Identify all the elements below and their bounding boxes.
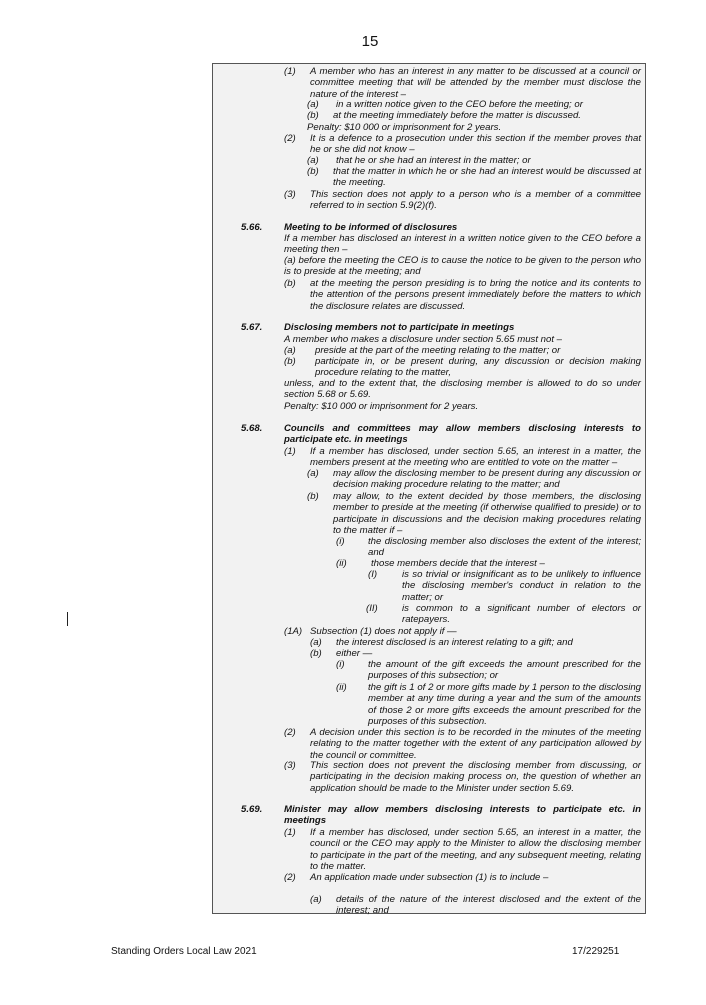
section-number: 5.67. — [241, 322, 263, 333]
item-number: (ii) — [336, 558, 347, 569]
item-number: (2) — [284, 727, 296, 738]
footer-title: Standing Orders Local Law 2021 — [111, 946, 257, 957]
item-number: (1A) — [284, 626, 303, 637]
item-number: (II) — [366, 603, 378, 614]
penalty-text: Penalty: $10 000 or imprisonment for 2 years. — [284, 401, 479, 412]
item-number: (1) — [284, 66, 296, 77]
section-number: 5.66. — [241, 222, 263, 233]
clause-text: preside at the part of the meeting relating to the matter; or — [315, 345, 561, 356]
clause-text: If a member has disclosed, under section 5.65, an interest in a matter, the council or the CEO may apply to the Minister to allow the disclosing member to participate in the part of the meeting, and any subsequent meeting, relating to the matter. — [310, 827, 641, 872]
item-number: (i) — [336, 536, 345, 547]
item-number: (2) — [284, 133, 296, 144]
text-cursor-mark — [67, 612, 68, 626]
clause-text: It is a defence to a prosecution under this section if the member proves that he or she did not know – — [310, 133, 641, 156]
item-number: (2) — [284, 872, 296, 883]
footer-reference: 17/229251 — [572, 946, 620, 957]
item-number: (a) — [284, 345, 296, 356]
item-number: (3) — [284, 189, 296, 200]
clause-text: the gift is 1 of 2 or more gifts made by 1 person to the disclosing member at any time during a year and the sum of the amounts of those 2 or more gifts exceeds the amount prescribed for the purposes of this subsection. — [368, 682, 641, 727]
clause-text: This section does not apply to a person who is a member of a committee referred to in section 5.9(2)(f). — [310, 189, 641, 212]
penalty-text: Penalty: $10 000 or imprisonment for 2 years. — [307, 122, 502, 133]
clause-text: (a) before the meeting the CEO is to cause the notice to be given to the person who is to preside at the meeting; and — [284, 255, 641, 278]
item-number: (a) — [307, 99, 319, 110]
clause-text: in a written notice given to the CEO before the meeting; or — [336, 99, 583, 110]
clause-text: An application made under subsection (1) is to include – — [310, 872, 549, 883]
clause-text: Subsection (1) does not apply if — — [310, 626, 457, 637]
clause-text: is so trivial or insignificant as to be unlikely to influence the disclosing member's conduct in relation to the matter; or — [402, 569, 641, 603]
item-number: (a) — [310, 894, 322, 905]
clause-text: may allow the disclosing member to be present during any discussion or decision making procedure relating to the matter; and — [333, 468, 641, 491]
section-heading: Disclosing members not to participate in meetings — [284, 322, 515, 333]
clause-text: the disclosing member also discloses the extent of the interest; and — [368, 536, 641, 559]
item-number: (3) — [284, 760, 296, 771]
section-heading: Councils and committees may allow members disclosing interests to participate etc. in meetings — [284, 423, 641, 446]
item-number: (b) — [307, 166, 319, 177]
section-heading: Minister may allow members disclosing interests to participate etc. in meetings — [284, 804, 641, 827]
clause-text: that he or she had an interest in the matter; or — [336, 155, 531, 166]
clause-text: If a member has disclosed, under section 5.65, an interest in a matter, the members present at the meeting who are entitled to vote on the matter – — [310, 446, 641, 469]
item-number: (I) — [368, 569, 378, 580]
page-number: 15 — [361, 33, 379, 50]
clause-text: at the meeting immediately before the matter is discussed. — [333, 110, 581, 121]
clause-text: unless, and to the extent that, the disclosing member is allowed to do so under section 5.68 or 5.69. — [284, 378, 641, 401]
clause-text: A member who makes a disclosure under section 5.65 must not – — [284, 334, 562, 345]
clause-text: details of the nature of the interest disclosed and the extent of the interest; and — [336, 894, 641, 917]
clause-text: those members decide that the interest – — [371, 558, 545, 569]
clause-text: participate in, or be present during, any discussion or decision making procedure relating to the matter, — [315, 356, 641, 379]
section-heading: Meeting to be informed of disclosures — [284, 222, 458, 233]
item-number: (ii) — [336, 682, 347, 693]
item-number: (1) — [284, 446, 296, 457]
clause-text: may allow, to the extent decided by those members, the disclosing member to preside at the meeting (if otherwise qualified to preside) or to participate in discussions and the decision making procedures relating to the matter if – — [333, 491, 641, 536]
clause-text: A member who has an interest in any matter to be discussed at a council or committee meeting that will be attended by the member must disclose the nature of the interest – — [310, 66, 641, 100]
item-number: (a) — [307, 468, 319, 479]
clause-text: the interest disclosed is an interest relating to a gift; and — [336, 637, 573, 648]
item-number: (b) — [307, 491, 319, 502]
item-number: (1) — [284, 827, 296, 838]
clause-text: either — — [336, 648, 373, 659]
clause-text: is common to a significant number of electors or ratepayers. — [402, 603, 641, 626]
clause-text: This section does not prevent the disclosing member from discussing, or participating in the decision making process on, the question of whether an application should be made to the Minister under section 5.69. — [310, 760, 641, 794]
clause-text: at the meeting the person presiding is to bring the notice and its contents to the attention of the persons present immediately before the matters to which the disclosure relates are discussed. — [310, 278, 641, 312]
clause-text: the amount of the gift exceeds the amount prescribed for the purposes of this subsection; or — [368, 659, 641, 682]
clause-text: A decision under this section is to be recorded in the minutes of the meeting relating to the matter together with the extent of any participation allowed by the council or committee. — [310, 727, 641, 761]
item-number: (a) — [310, 637, 322, 648]
item-number: (b) — [310, 648, 322, 659]
item-number: (a) — [307, 155, 319, 166]
clause-text: If a member has disclosed an interest in a written notice given to the CEO before a meeting then – — [284, 233, 641, 256]
section-number: 5.69. — [241, 804, 263, 815]
item-number: (b) — [284, 356, 296, 367]
clause-text: that the matter in which he or she had an interest would be discussed at the meeting. — [333, 166, 641, 189]
item-number: (b) — [284, 278, 296, 289]
item-number: (i) — [336, 659, 345, 670]
item-number: (b) — [307, 110, 319, 121]
section-number: 5.68. — [241, 423, 263, 434]
